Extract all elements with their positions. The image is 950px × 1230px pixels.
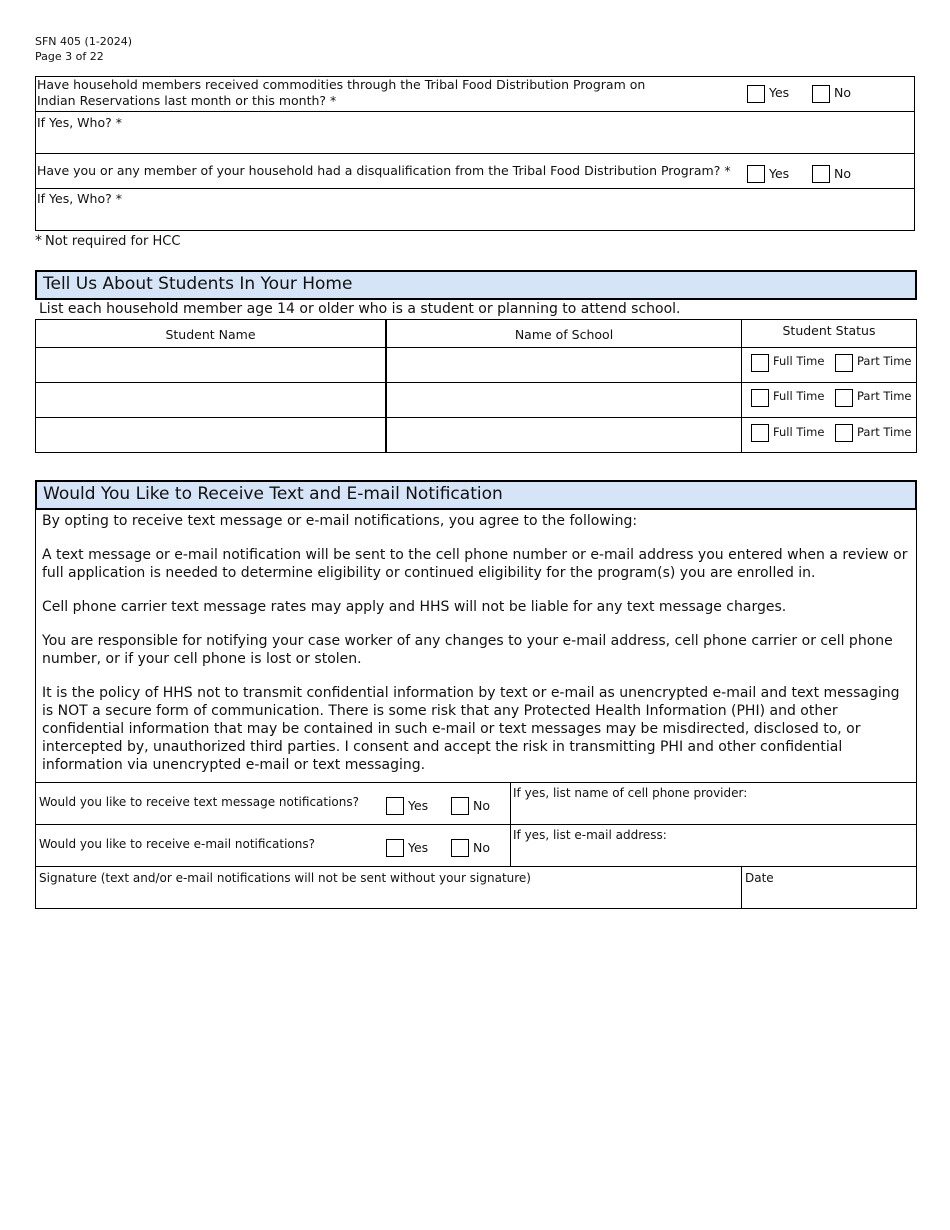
notifications-section-title: Would You Like to Receive Text and E-mail Notification	[35, 480, 917, 510]
col-school-name: Name of School	[514, 327, 614, 342]
footnote: Not required for HCC	[45, 234, 181, 249]
terms-policy: It is the policy of HHS not to transmit confidential information by text or e-mail as unencrypted e-mail and text messaging is NOT a secure form of communication. There is some risk that any Protected Health Information (PHI) and other confidential information that may be contained in such e-mail or text messages may be misdirected, disclosed to, or intercepted by, unauthorized third parties. I consent and accept the risk in transmitting PHI and other confidential information via unencrypted e-mail or text messaging.	[42, 685, 900, 773]
students-table	[35, 319, 917, 453]
terms-carrier-rates: Cell phone carrier text message rates may apply and HHS will not be liable for any text message charges.	[42, 599, 787, 615]
part-time-label-1: Part Time	[857, 354, 912, 368]
notifications-terms	[35, 508, 917, 783]
part-time-label-3: Part Time	[857, 425, 912, 439]
text-notification-row	[35, 782, 917, 825]
students-section-title: Tell Us About Students In Your Home	[35, 270, 917, 300]
email-address-field[interactable]	[511, 825, 916, 866]
col-student-status: Student Status	[782, 323, 876, 338]
tribal-q1-line1: Have household members received commodities through the Tribal Food Distribution Program on	[37, 77, 646, 92]
full-time-checkbox-2[interactable]	[751, 389, 769, 407]
divider	[741, 320, 742, 452]
email-notification-row	[35, 824, 917, 867]
tribal-q1-yes-checkbox[interactable]	[747, 85, 765, 103]
email-notification-question: Would you like to receive e-mail notifications?	[39, 837, 315, 851]
footnote-star: *	[35, 233, 42, 249]
full-time-label-1: Full Time	[773, 354, 825, 368]
date-field[interactable]	[742, 867, 916, 908]
tribal-q1-line2: Indian Reservations last month or this month? *	[37, 93, 337, 108]
tribal-who-field-2[interactable]	[35, 188, 915, 231]
tribal-q1-no-label: No	[834, 85, 851, 100]
text-notification-no-checkbox[interactable]	[451, 797, 469, 815]
terms-notification: A text message or e-mail notification will be sent to the cell phone number or e-mail address you entered when a review or full application is needed to determine eligibility or continued eligibility for the program(s) you are enrolled in.	[42, 547, 908, 581]
email-address-label: If yes, list e-mail address:	[513, 828, 667, 842]
tribal-who-field-1[interactable]	[35, 111, 915, 154]
signature-field[interactable]	[36, 867, 741, 908]
tribal-commodities-row	[35, 76, 915, 112]
terms-intro: By opting to receive text message or e-mail notifications, you agree to the following:	[42, 513, 638, 529]
part-time-checkbox-2[interactable]	[835, 389, 853, 407]
terms-responsibility: You are responsible for notifying your case worker of any changes to your e-mail address, cell phone carrier or cell phone number, or if your cell phone is lost or stolen.	[42, 633, 893, 667]
part-time-label-2: Part Time	[857, 389, 912, 403]
email-notification-no-checkbox[interactable]	[451, 839, 469, 857]
full-time-checkbox-3[interactable]	[751, 424, 769, 442]
tribal-q1-yes-label: Yes	[769, 85, 790, 100]
tribal-who-label-2: If Yes, Who? *	[37, 191, 122, 206]
email-notification-yes-checkbox[interactable]	[386, 839, 404, 857]
tribal-q2-no-checkbox[interactable]	[812, 165, 830, 183]
text-notification-yes-checkbox[interactable]	[386, 797, 404, 815]
school-name-input-3[interactable]	[387, 418, 741, 452]
date-label: Date	[745, 871, 774, 885]
tribal-who-label-1: If Yes, Who? *	[37, 115, 122, 130]
school-name-input-2[interactable]	[387, 383, 741, 417]
email-notification-yes-label: Yes	[408, 840, 429, 855]
part-time-checkbox-1[interactable]	[835, 354, 853, 372]
tribal-q2-no-label: No	[834, 166, 851, 181]
col-student-name: Student Name	[165, 327, 256, 342]
text-notification-no-label: No	[473, 798, 490, 813]
signature-label: Signature (text and/or e-mail notifications will not be sent without your signature)	[39, 871, 531, 885]
tribal-q2: Have you or any member of your household had a disqualification from the Tribal Food Distribution Program? *	[37, 163, 731, 178]
full-time-label-2: Full Time	[773, 389, 825, 403]
signature-row	[35, 866, 917, 909]
full-time-checkbox-1[interactable]	[751, 354, 769, 372]
cell-provider-field[interactable]	[511, 783, 916, 824]
tribal-q1-no-checkbox[interactable]	[812, 85, 830, 103]
page-number: Page 3 of 22	[35, 50, 104, 63]
full-time-label-3: Full Time	[773, 425, 825, 439]
student-name-input-3[interactable]	[36, 418, 385, 452]
students-instruction: List each household member age 14 or older who is a student or planning to attend school.	[39, 301, 681, 317]
email-notification-no-label: No	[473, 840, 490, 855]
cell-provider-label: If yes, list name of cell phone provider:	[513, 786, 748, 800]
tribal-disqualification-row	[35, 153, 915, 189]
part-time-checkbox-3[interactable]	[835, 424, 853, 442]
text-notification-yes-label: Yes	[408, 798, 429, 813]
student-name-input-2[interactable]	[36, 383, 385, 417]
text-notification-question: Would you like to receive text message notifications?	[39, 795, 359, 809]
student-name-input-1[interactable]	[36, 348, 385, 382]
tribal-q2-yes-checkbox[interactable]	[747, 165, 765, 183]
tribal-q2-yes-label: Yes	[769, 166, 790, 181]
form-id: SFN 405 (1-2024)	[35, 35, 133, 48]
school-name-input-1[interactable]	[387, 348, 741, 382]
